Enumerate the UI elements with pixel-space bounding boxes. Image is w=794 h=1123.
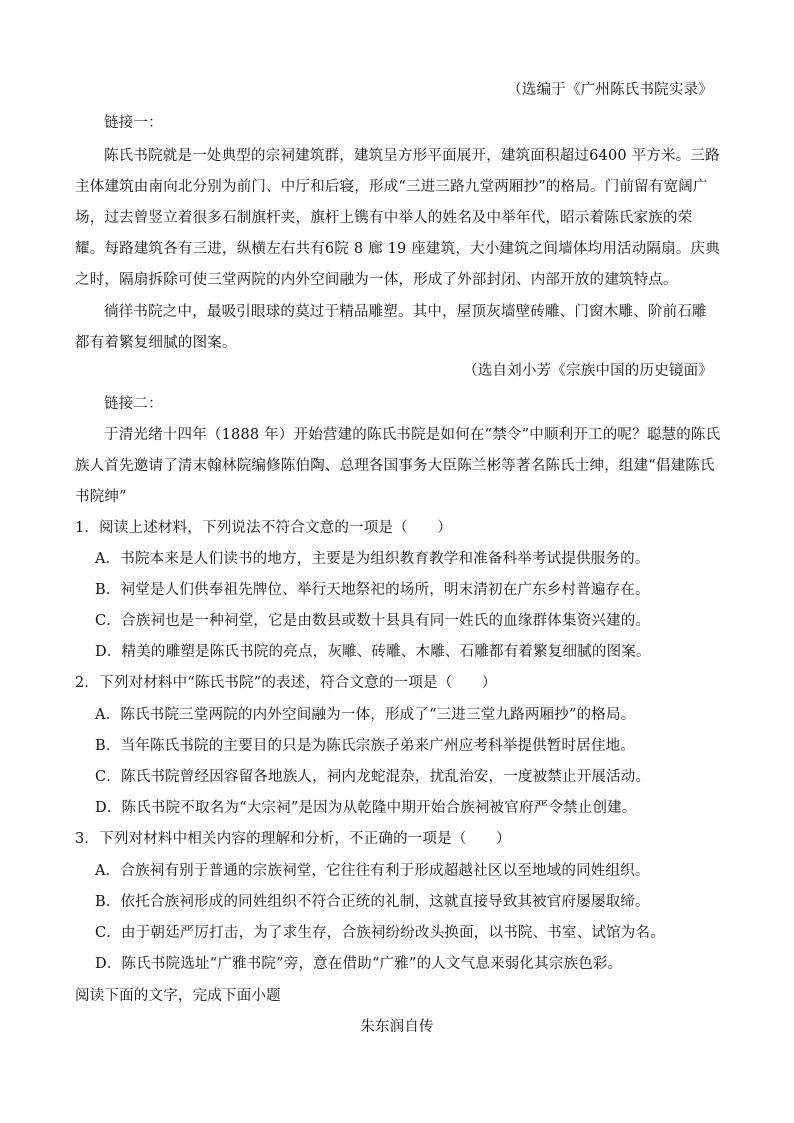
question-2-option-d: D．陈氏书院不取名为“大宗祠”是因为从乾隆中期开始合族祠被官府严令禁止创建。 — [95, 800, 637, 816]
link2-paragraph-line: 书院绅” — [75, 489, 127, 505]
question-3-option-c: C．由于朝廷严厉打击，为了求生存，合族祠纷纷改头换面，以书院、书室、试馆为名。 — [95, 925, 665, 941]
question-3-option-d: D．陈氏书院选址“广雅书院”旁，意在借助“广雅”的人文气息来弱化其宗族色彩。 — [95, 956, 623, 972]
next-passage-title: 朱东润自传 — [360, 1019, 434, 1035]
link1-paragraph1-line: 主体建筑由南向北分别为前门、中厅和后寝，形成“三进三路九堂两厢抄”的格局。门前留有宽阔广 — [75, 179, 708, 195]
question-2-stem: 2．下列对材料中“陈氏书院”的表述，符合文意的一项是（ ） — [75, 675, 497, 691]
question-1-stem: 1．阅读上述材料，下列说法不符合文意的一项是（ ） — [75, 520, 452, 536]
question-1-option-d: D．精美的雕塑是陈氏书院的亮点，灰雕、砖雕、木雕、石雕都有着繁复细腻的图案。 — [95, 644, 651, 660]
question-1-option-a: A．书院本来是人们读书的地方，主要是为组织教育教学和准备科举考试提供服务的。 — [95, 551, 650, 567]
link1-heading: 链接一： — [104, 115, 163, 131]
link1-paragraph1-line: 之时，隔扇拆除可使三堂两院的内外空间融为一体，形成了外部封闭、内部开放的建筑特点。 — [75, 272, 678, 288]
question-3-stem: 3．下列对材料中相关内容的理解和分析，不正确的一项是（ ） — [75, 831, 511, 847]
link1-paragraph2-line: 徜徉书院之中，最吸引眼球的莫过于精品雕塑。其中，屋顶灰墙壁砖雕、门窗木雕、阶前石雕 — [104, 304, 707, 320]
question-1-option-c: C．合族祠也是一种祠堂，它是由数县或数十县具有同一姓氏的血缘群体集资兴建的。 — [95, 613, 651, 629]
link1-paragraph1-line: 陈氏书院就是一处典型的宗祠建筑群，建筑呈方形平面展开，建筑面积超过6400 平方米。三路 — [104, 148, 720, 164]
link2-heading: 链接二： — [104, 396, 163, 412]
question-2-option-a: A．陈氏书院三堂两院的内外空间融为一体，形成了“三进三堂九路两厢抄”的格局。 — [95, 707, 636, 723]
link1-paragraph1-line: 耀。每路建筑各有三进，纵横左右共有6院 8 廊 19 座建筑，大小建筑之间墙体均用活动隔扇。庆典 — [75, 241, 720, 257]
source-citation-2: （选自刘小芳《宗族中国的历史镜面》 — [463, 363, 713, 379]
question-2-option-c: C．陈氏书院曾经因容留各地族人，祠内龙蛇混杂，扰乱治安，一度被禁止开展活动。 — [95, 769, 651, 785]
link1-paragraph2-line: 都有着繁复细腻的图案。 — [75, 335, 237, 351]
question-1-option-b: B．祠堂是人们供奉祖先牌位、举行天地祭祀的场所，明末清初在广东乡村普遍存在。 — [95, 582, 650, 598]
link2-paragraph-line: 于清光绪十四年（1888 年）开始营建的陈氏书院是如何在“禁令”中顺利开工的呢？聪慧的陈氏 — [104, 427, 721, 443]
question-2-option-b: B．当年陈氏书院的主要目的只是为陈氏宗族子弟来广州应考科举提供暂时居住地。 — [95, 738, 636, 754]
source-citation-1: （选编于《广州陈氏书院实录》 — [507, 82, 713, 98]
question-3-option-b: B．依托合族祠形成的同姓组织不符合正统的礼制，这就直接导致其被官府屡屡取缔。 — [95, 894, 650, 910]
question-3-option-a: A．合族祠有别于普通的宗族祠堂，它往往有利于形成超越社区以至地域的同姓组织。 — [95, 863, 650, 879]
link1-paragraph1-line: 场，过去曾竖立着很多石制旗杆夹，旗杆上镌有中举人的姓名及中举年代，昭示着陈氏家族的荣 — [75, 210, 693, 226]
reading-instruction: 阅读下面的文字，完成下面小题 — [75, 988, 281, 1004]
link2-paragraph-line: 族人首先邀请了清末翰林院编修陈伯陶、总理各国事务大臣陈兰彬等著名陈氏士绅，组建“倡建陈氏 — [75, 458, 715, 474]
